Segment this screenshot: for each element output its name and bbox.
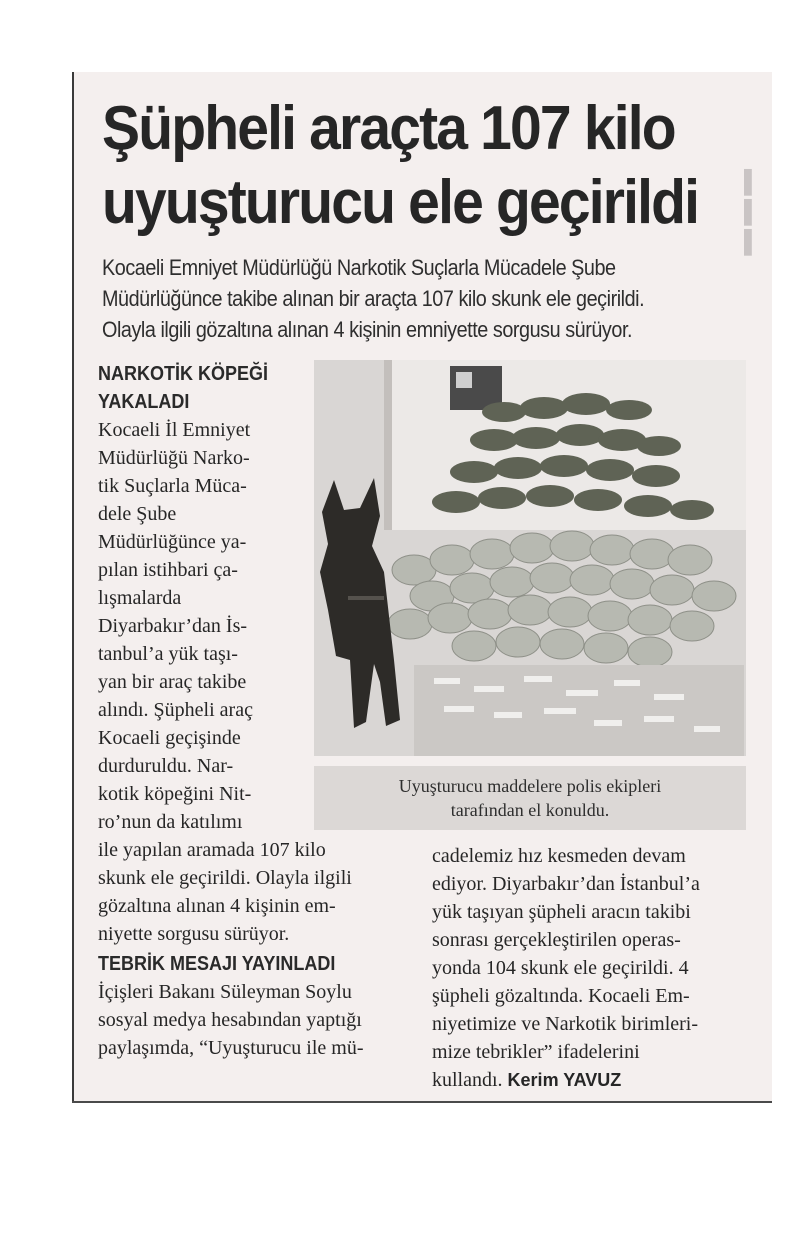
body-line: gözaltına alınan 4 kişinin em- xyxy=(98,895,336,917)
body-line: Kocaeli geçişinde xyxy=(98,727,241,749)
headline-line-2: uyuşturucu ele geçirildi xyxy=(102,168,699,237)
body-line: niyetimize ve Narkotik birimleri- xyxy=(432,1013,699,1035)
body-line: durduruldu. Nar- xyxy=(98,755,234,777)
body-line-last xyxy=(432,1066,752,1094)
body-line: Müdürlüğü Narko- xyxy=(98,447,250,469)
body-line: kotik köpeğini Nit- xyxy=(98,783,252,805)
lead-line-3: Olayla ilgili gözaltına alınan 4 kişinin emniyette sorgusu sürüyor. xyxy=(102,317,633,342)
clipping-left-edge xyxy=(72,72,74,1102)
body-line: Kocaeli İl Emniyet xyxy=(98,419,251,441)
body-line: tanbul’a yük taşı- xyxy=(98,643,238,665)
body-line: sosyal medya hesabından yaptığı xyxy=(98,1009,362,1031)
body-line: pılan istihbari ça- xyxy=(98,559,238,581)
photo-illustration xyxy=(314,360,746,756)
body-line: alındı. Şüpheli araç xyxy=(98,699,253,721)
newspaper-clipping xyxy=(72,72,772,1102)
body-line: ro’nun da katılımı xyxy=(98,811,243,833)
body-line: yonda 104 skunk ele geçirildi. 4 xyxy=(432,957,689,979)
photo-caption xyxy=(314,766,746,830)
news-photo xyxy=(314,360,746,756)
section2-title: TEBRİK MESAJI YAYINLADI xyxy=(98,953,336,975)
lead-line-2: Müdürlüğünce takibe alınan bir araçta 107 kilo skunk ele geçirildi. xyxy=(102,286,645,311)
caption-line-2: tarafından el konuldu. xyxy=(450,800,610,820)
body-line: yan bir araç takibe xyxy=(98,671,247,693)
body-line: niyette sorgusu sürüyor. xyxy=(98,923,290,945)
bleed-through-text: ▌ ▌ ▌ xyxy=(744,169,760,254)
body-line: ediyor. Diyarbakır’dan İstanbul’a xyxy=(432,873,700,895)
lead-paragraph xyxy=(102,252,714,345)
headline-line-1: Şüpheli araçta 107 kilo xyxy=(102,94,675,163)
body-line: lışmalarda xyxy=(98,587,182,609)
section1-title-line-1: NARKOTİK KÖPEĞİ xyxy=(98,363,269,385)
caption-line-1: Uyuşturucu maddelere polis ekipleri xyxy=(398,776,662,796)
body-line: mize tebrikler” ifadelerini xyxy=(432,1041,640,1063)
body-line: ile yapılan aramada 107 kilo xyxy=(98,839,326,861)
author-byline: Kerim YAVUZ xyxy=(507,1070,622,1090)
clipping-bottom-edge xyxy=(72,1101,772,1103)
body-line: yük taşıyan şüpheli aracın takibi xyxy=(432,901,691,923)
body-line: İçişleri Bakanı Süleyman Soylu xyxy=(98,981,352,1003)
body-line: dele Şube xyxy=(98,503,177,525)
body-line: Müdürlüğünce ya- xyxy=(98,531,247,553)
last-line-text: kullandı. xyxy=(432,1069,503,1091)
body-line: paylaşımda, “Uyuşturucu ile mü- xyxy=(98,1037,364,1059)
body-line: skunk ele geçirildi. Olayla ilgili xyxy=(98,867,352,889)
headline xyxy=(102,92,709,240)
body-line: şüpheli gözaltında. Kocaeli Em- xyxy=(432,985,690,1007)
body-line: Diyarbakır’dan İs- xyxy=(98,615,248,637)
section1-title-line-2: YAKALADI xyxy=(98,391,190,413)
body-line: tik Suçlarla Müca- xyxy=(98,475,247,497)
section2-body xyxy=(98,978,398,1062)
body-line: cadelemiz hız kesmeden devam xyxy=(432,845,686,867)
body-line: sonrası gerçekleştirilen operas- xyxy=(432,929,681,951)
right-column xyxy=(432,842,752,1094)
lead-line-1: Kocaeli Emniyet Müdürlüğü Narkotik Suçlarla Mücadele Şube xyxy=(102,255,616,280)
